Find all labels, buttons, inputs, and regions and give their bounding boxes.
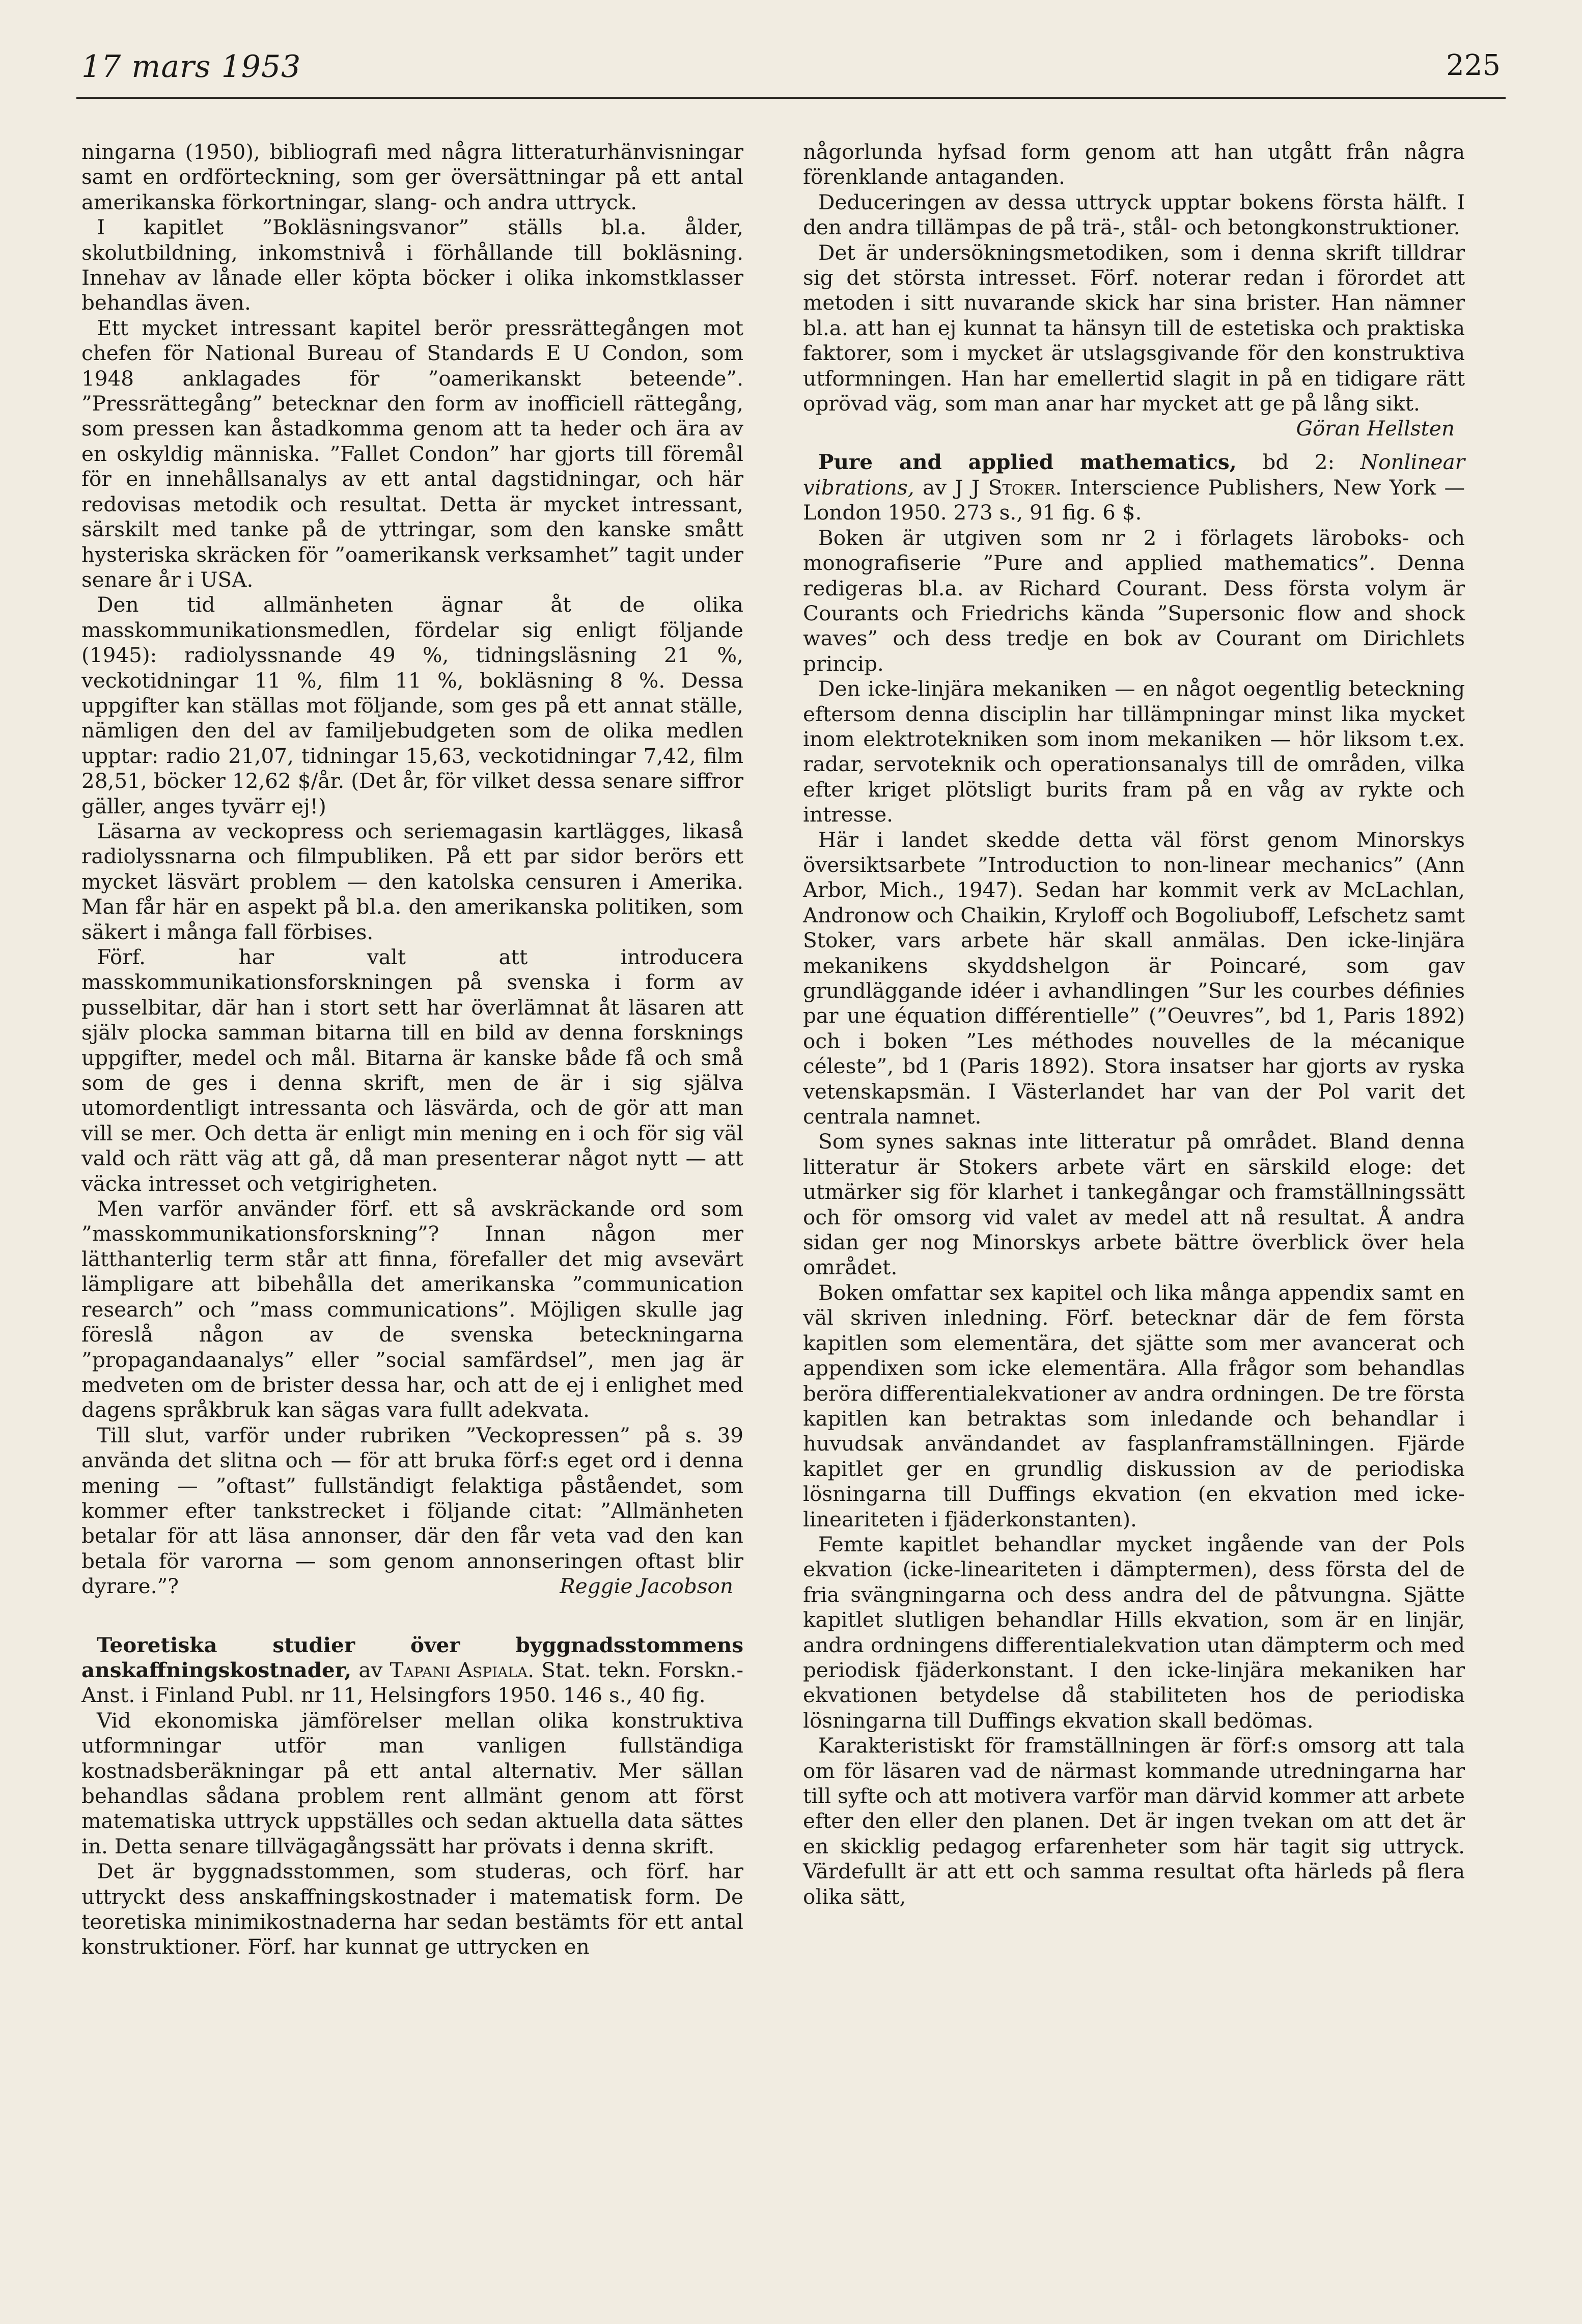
paragraph: Läsarna av veckopress och seriemagasin kartlägges, likaså radiolyssnarna och filmpubliken. På ett par sidor berörs ett mycket läsvärt problem — den katolska censuren i Amerika. Man får här en aspekt på bl.a. den amerikanska politiken, som säkert i många fall förbises.	[81, 818, 743, 944]
review-heading	[803, 450, 1465, 525]
paragraph: Den icke-linjära mekaniken — en något oegentlig beteckning eftersom denna disciplin har tillämpningar minst lika mycket inom elektrotekniken som inom mekaniken — hör liksom t.ex. radar, servoteknik och operationsanalys till de områden, vilka efter kriget plötsligt burits fram på en våg av rykte och intresse.	[803, 676, 1465, 827]
right-column	[803, 140, 1465, 1909]
review-author: Tapani Aspiala.	[390, 1657, 535, 1682]
review-publication: Stat. tekn. Forskn.-Anst. i Finland Publ. nr 11, Helsingfors 1950. 146 s., 40 fig.	[81, 1657, 744, 1708]
reviewer-signature: Göran Hellsten	[1296, 416, 1455, 441]
paragraph	[803, 240, 1465, 441]
review-author: J J Stoker.	[955, 475, 1062, 500]
paragraph: Vid ekonomiska jämförelser mellan olika konstruktiva utformningar utför man vanligen fullständiga kostnadsberäkningar på ett antal alternativ. Mer sällan behandlas sådana problem rent allmänt genom att först matematiska uttryck uppställes och sedan aktuella data sättes in. Detta senare tillvägagångssätt har prövats i denna skrift.	[81, 1708, 743, 1858]
review-heading	[81, 1633, 743, 1708]
paragraph-text: Till slut, varför under rubriken ”Veckopressen” på s. 39 använda det slitna och — för att bruka förf:s eget ord i denna mening — ”oftast” fullständigt felaktiga påståendet, som kommer efter tankstrecket i följande citat: ”Allmänheten betalar för att läsa annonser, där den får veta vad den kan betala för varorna — som genom annonseringen oftast blir dyrare.”?	[81, 1423, 743, 1599]
page-header	[76, 49, 1506, 100]
paragraph: Deduceringen av dessa uttryck upptar bokens första hälft. I den andra tillämpas de på trä-, stål- och betongkonstruktioner.	[803, 189, 1465, 240]
page-number: 225	[1446, 49, 1501, 82]
review-title: Pure and applied mathematics,	[818, 450, 1237, 475]
paragraph: Ett mycket intressant kapitel berör pressrättegången mot chefen för National Bureau of Standards E U Condon, som 1948 anklagades för ”oamerikanskt beteende”. ”Pressrättegång” betecknar den form av inofficiell rättegång, som pressen kan åstadkomma genom att ta heder och ära av en oskyldig människa. ”Fallet Condon” har gjorts till föremål för en innehållsanalys av ett antal dagstidningar, och här redovisas metodik och resultat. Detta är mycket intressant, särskilt med tanke på de yttringar, som den kanske smått hysteriska skräcken för ”oamerikansk verksamhet” tagit under senare år i USA.	[81, 315, 743, 592]
paragraph: Femte kapitlet behandlar mycket ingående van der Pols ekvation (icke-lineariteten i dämptermen), dess första del de fria svängningarna och dess andra del de påtvungna. Sjätte kapitlet slutligen behandlar Hills ekvation, som är en linjär, andra ordningens differentialekvation utan dämpterm och med periodisk fjäderkonstant. I den icke-linjära mekaniken har ekvationen betydelse då stabiliteten hos de periodiska lösningarna till Duffings ekvation skall bedömas.	[803, 1532, 1465, 1733]
paragraph: Här i landet skedde detta väl först genom Minorskys översiktsarbete ”Introduction to non-linear mechanics” (Ann Arbor, Mich., 1947). Sedan har kommit verk av McLachlan, Andronow och Chaikin, Kryloff och Bogoliuboff, Lefschetz samt Stoker, vars arbete här skall anmälas. Den icke-linjära mekanikens skyddshelgon är Poincaré, som gav grundläggande idéer i avhandlingen ”Sur les courbes définies par une équation différentielle” (”Oeuvres”, bd 1, Paris 1892) och i boken ”Les méthodes nouvelles de la mécanique céleste”, bd 1 (Paris 1892). Stora insatser har gjorts av ryska vetenskapsmän. I Västerlandet har van der Pol varit det centrala namnet.	[803, 827, 1465, 1129]
paragraph: Som synes saknas inte litteratur på området. Bland denna litteratur är Stokers arbete värt en särskild eloge: det utmärker sig för klarhet i tankegångar och framställningssätt och för omsorg vid valet av medel att nå resultat. Å andra sidan ger nog Minorskys arbete bättre överblick över hela området.	[803, 1129, 1465, 1280]
review-book-title: Nonlinear vibrations,	[803, 450, 1465, 500]
left-column	[81, 140, 743, 1960]
review-by: av	[358, 1657, 383, 1682]
issue-date: 17 mars 1953	[81, 49, 301, 85]
paragraph: ningarna (1950), bibliografi med några litteraturhänvisningar samt en ordförteckning, som ger översättningar på ett antal amerikanska förkortningar, slang- och andra uttryck.	[81, 140, 743, 214]
paragraph	[81, 1423, 743, 1599]
review-publication: Interscience Publishers, New York — London 1950. 273 s., 91 fig. 6 $.	[803, 475, 1465, 525]
paragraph-text: Det är undersökningsmetodiken, som i denna skrift tilldrar sig det största intresset. Förf. noterar redan i förordet att metoden i sitt nuvarande skick har sina brister. Han nämner bl.a. att han ej kunnat ta hänsyn till de estetiska och praktiska faktorer, som i mycket är utslagsgivande för den konstruktiva utformningen. Han har emellertid slagit in på en tidigare rätt oprövad väg, som man anar har mycket att ge på lång sikt.	[803, 240, 1465, 416]
paragraph: Boken är utgiven som nr 2 i förlagets läroboks- och monografiserie ”Pure and applied mathematics”. Denna redigeras bl.a. av Richard Courant. Dess första volym är Courants och Friedrichs kända ”Supersonic flow and shock waves” och dess tredje en bok av Courant om Dirichlets princip.	[803, 525, 1465, 676]
review-title: Teoretiska studier över byggnadsstommens anskaffningskostnader,	[81, 1632, 743, 1682]
paragraph: Boken omfattar sex kapitel och lika många appendix samt en väl skriven inledning. Förf. betecknar där de fem första kapitlen som elementära, det sjätte som mer avancerat och appendixen som icke elementära. Alla frågor som behandlas beröra differentialekvationer av andra ordningen. De tre första kapitlen kan betraktas som inledande och behandlar i huvudsak användandet av fasplanframställningen. Fjärde kapitlet ger en grundlig diskussion av de periodiska lösningarna till Duffings ekvation (en ekvation med icke-lineariteten i fjäderkonstanten).	[803, 1280, 1465, 1532]
header-rule	[76, 97, 1506, 99]
paragraph: Förf. har valt att introducera masskommunikationsforskningen på svenska i form av pusselbitar, där han i stort sett har överlämnat åt läsaren att själv plocka samman bitarna till en bild av denna forsknings uppgifter, medel och mål. Bitarna är kanske både få och små som de ges i denna skrift, men de är i sig själva utomordentligt intressanta och läsvärda, och de gör att man vill se mer. Och detta är enligt min mening en i och för sig väl vald och rätt väg att gå, då man presenterar något nytt — att väcka intresset och vetgirigheten.	[81, 945, 743, 1196]
paragraph: någorlunda hyfsad form genom att han utgått från några förenklande antaganden.	[803, 140, 1465, 189]
reviewer-signature: Reggie Jacobson	[560, 1574, 733, 1599]
review-volume: bd 2:	[1262, 450, 1335, 475]
paragraph: I kapitlet ”Bokläsningsvanor” ställs bl.a. ålder, skolutbildning, inkomstnivå i förhållande till bokläsning. Innehav av lånade eller köpta böcker i olika inkomstklasser behandlas även.	[81, 215, 743, 315]
section-gap	[81, 1599, 743, 1633]
review-by: av	[923, 475, 947, 500]
paragraph: Den tid allmänheten ägnar åt de olika masskommunikationsmedlen, fördelar sig enligt följande (1945): radiolyssnande 49 %, tidningsläsning 21 %, veckotidningar 11 %, film 11 %, bokläsning 8 %. Dessa uppgifter kan ställas mot följande, som ges på ett annat ställe, nämligen den del av familjebudgeten som de olika medlen upptar: radio 21,07, tidningar 15,63, veckotidningar 7,42, film 28,51, böcker 12,62 $/år. (Det år, för vilket dessa senare siffror gäller, anges tyvärr ej!)	[81, 592, 743, 818]
paragraph: Det är byggnadsstommen, som studeras, och förf. har uttryckt dess anskaffningskostnader i matematisk form. De teoretiska minimikostnaderna har sedan bestämts för ett antal konstruktioner. Förf. har kunnat ge uttrycken en	[81, 1859, 743, 1959]
paragraph: Men varför använder förf. ett så avskräckande ord som ”masskommunikationsforskning”? Innan någon mer lätthanterlig term står att finna, förefaller det mig avsevärt lämpligare att bibehålla det amerikanska ”communication research” och ”mass communications”. Möjligen skulle jag föreslå någon av de svenska beteckningarna ”propagandaanalys” eller ”social samfärdsel”, men jag är medveten om de brister dessa har, och att de ej i enlighet med dagens språkbruk kan sägas vara fullt adekvata.	[81, 1196, 743, 1423]
paragraph: Karakteristiskt för framställningen är förf:s omsorg att tala om för läsaren vad de närmast kommande utredningarna har till syfte och att motivera varför man därvid kommer att arbete efter den eller den planen. Det är ingen tvekan om att det är en skicklig pedagog erfarenheter som här tagit sig uttryck. Värdefullt är att ett och samma resultat ofta härleds på flera olika sätt,	[803, 1733, 1465, 1909]
